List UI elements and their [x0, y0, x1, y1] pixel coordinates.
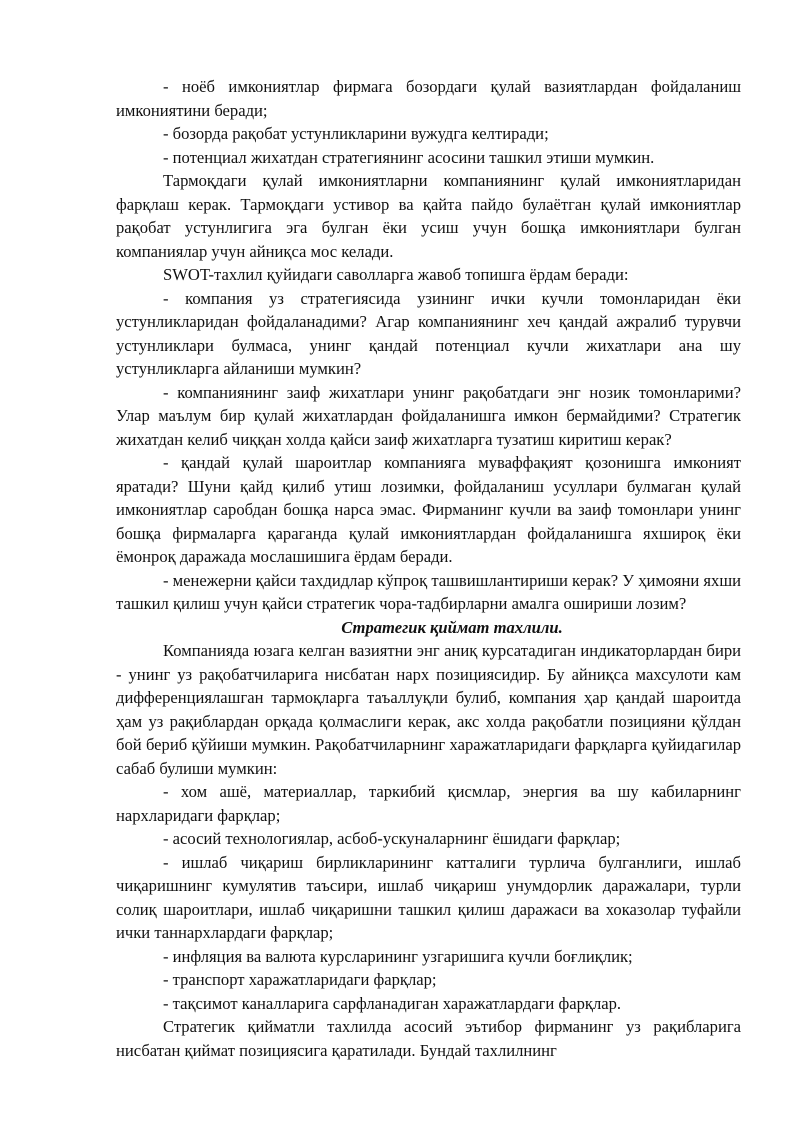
paragraph-competitive-advantages: - бозорда рақобат устунликларини вужудга келтиради; [163, 124, 549, 143]
paragraph-swot-threats: - менежерни қайси тахдидлар кўпроқ ташвишлантириши керак? У ҳимояни яхши ташкил қилиш учун қайси стратегик чора-тадбирларни амалга ошириши лозим? [116, 570, 741, 613]
paragraph-raw-materials: - хом ашё, материаллар, таркибий қисмлар, энергия ва шу кабиларнинг нархларидаги фарқлар; [116, 782, 741, 825]
section-heading: Стратегик қиймат тахлили. [341, 617, 563, 637]
paragraph-swot-weaknesses: - компаниянинг заиф жихатлари унинг рақобатдаги энг нозик томонларими? Улар маълум бир қулай жихатлардан фойдаланишга имкон бермайдими? Стратегик жихатдан келиб чиққан холда қайси заиф жихатларга тузатиш киритиш керак? [116, 382, 741, 449]
paragraph-transport: - транспорт харажатларидаги фарқлар; [163, 970, 437, 989]
document-page [116, 75, 741, 1062]
paragraph-industry-opportunities: Тармоқдаги қулай имкониятларни компаниянинг қулай имкониятларидан фарқлаш керак. Тармоқдаги устивор ва қайта пайдо булаётган қулай имкониятлар рақобат устунлигига эга булган ёки усиш учун бошқа имкониятлари булган компаниялар учун айниқса мос келади. [116, 171, 741, 261]
paragraph-price-position: Компанияда юзага келган вазиятни энг аниқ курсатадиган индикаторлардан бири - унинг уз рақобатчиларига нисбатан нарх позициясидир. Бу айниқса махсулоти кам дифференциялашган тармоқларга таъаллуқли булиб, компания ҳар қандай шароитда ҳам уз рақиблардан орқада қолмаслиги керак, акс холда рақобатли позицияни қўлдан бой бериб қўйиши мумкин. Рақобатчиларнинг харажатларидаги фарқларга қуйидагилар сабаб булиши мумкин: [116, 641, 741, 778]
paragraph-unique-opportunities: - ноёб имкониятлар фирмага бозордаги қулай вазиятлардан фойдаланиш имкониятини беради; [116, 77, 741, 120]
paragraph-strategy-basis: - потенциал жихатдан стратегиянинг асосини ташкил этиши мумкин. [163, 147, 655, 167]
paragraph-swot-strengths: - компания уз стратегиясида узининг ички кучли томонларидан ёки устунликларидан фойдаланадими? Агар компаниянинг хеч қандай ажралиб турувчи устунликлари булмаса, унинг қандай потенциал кучли жихатлари ана шу устунликларга айланиши мумкин? [116, 288, 741, 378]
paragraph-internal-costs: - ишлаб чиқариш бирликларининг катталиги турлича булганлиги, ишлаб чиқаришнинг кумулятив таъсири, ишлаб чиқариш унумдорлик даражалари, турли солиқ шароитлари, ишлаб чиқаришни ташкил қилиш даражаси ва хоказолар туфайли ички таннархлардаги фарқлар; [116, 852, 741, 942]
paragraph-inflation: - инфляция ва валюта курсларининг узгаришига кучли боғлиқлик; [163, 946, 633, 966]
paragraph-distribution: - тақсимот каналларига сарфланадиган харажатлардаги фарқлар. [163, 993, 622, 1013]
paragraph-strategic-value-analysis: Стратегик қийматли тахлилда асосий эътибор фирманинг уз рақибларига нисбатан қиймат позициясига қаратилади. Бундай тахлилнинг [116, 1017, 741, 1060]
paragraph-swot-intro: SWOT-тахлил қуйидаги саволларга жавоб топишга ёрдам беради: [163, 265, 629, 284]
paragraph-technologies: - асосий технологиялар, асбоб-ускуналарнинг ёшидаги фарқлар; [163, 829, 621, 848]
paragraph-swot-opportunities: - қандай қулай шароитлар компанияга муваффақият қозонишга имконият яратади? Шуни қайд қилиб утиш лозимки, фойдаланиш усуллари булмаган қулай имкониятлар саробдан бошқа нарса эмас. Фирманинг кучли ва заиф томонлари унинг бошқа фирмаларга қараганда қулай имкониятлардан фойдаланишга яхшироқ ёки ёмонроқ даражада мослашишига ёрдам беради. [116, 453, 741, 566]
